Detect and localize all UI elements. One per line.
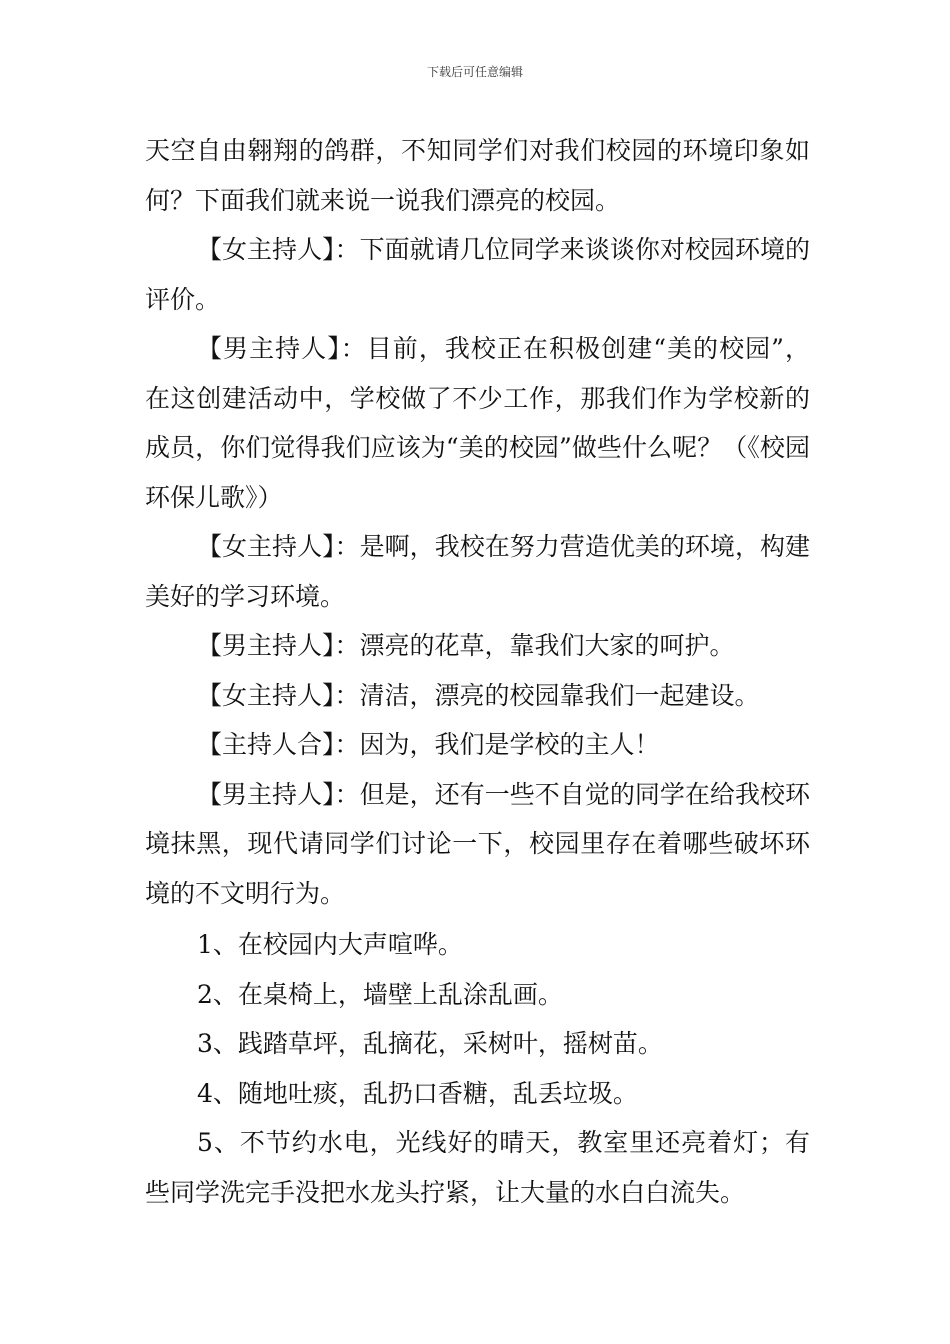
page-header: 下载后可任意编辑 — [426, 65, 523, 79]
document-body — [145, 126, 810, 1217]
list-item: 4、随地吐痰，乱扔口香糖，乱丢垃圾。 — [197, 1078, 638, 1108]
list-item: 2、在桌椅上，墙壁上乱涂乱画。 — [197, 979, 563, 1009]
paragraph: 【女主持人】：清洁，漂亮的校园靠我们一起建设。 — [197, 680, 760, 710]
paragraph: 【男主持人】：目前，我校正在积极创建“美的校园”，在这创建活动中，学校做了不少工作，那我们作为学校新的成员，你们觉得我们应该为“美的校园”做些什么呢？（《校园环保儿歌》） — [145, 334, 810, 512]
list-item: 5、不节约水电，光线好的晴天，教室里还亮着灯；有些同学洗完手没把水龙头拧紧，让大量的水白白流失。 — [145, 1128, 810, 1207]
paragraph: 【主持人合】：因为，我们是学校的主人！ — [197, 730, 660, 759]
paragraph: 天空自由翱翔的鸽群，不知同学们对我们校园的环境印象如何？下面我们就来说一说我们漂亮的校园。 — [145, 136, 810, 215]
paragraph: 【女主持人】：下面就请几位同学来谈谈你对校园环境的评价。 — [145, 235, 810, 314]
list-item: 3、践踏草坪，乱摘花，采树叶，摇树苗。 — [197, 1029, 663, 1058]
paragraph: 【男主持人】：但是，还有一些不自觉的同学在给我校环境抹黑，现代请同学们讨论一下，校园里存在着哪些破坏环境的不文明行为。 — [145, 779, 810, 908]
list-item: 1、在校园内大声喧哗。 — [197, 930, 463, 959]
paragraph: 【女主持人】：是啊，我校在努力营造优美的环境，构建美好的学习环境。 — [145, 532, 810, 611]
paragraph: 【男主持人】：漂亮的花草，靠我们大家的呵护。 — [197, 631, 735, 660]
